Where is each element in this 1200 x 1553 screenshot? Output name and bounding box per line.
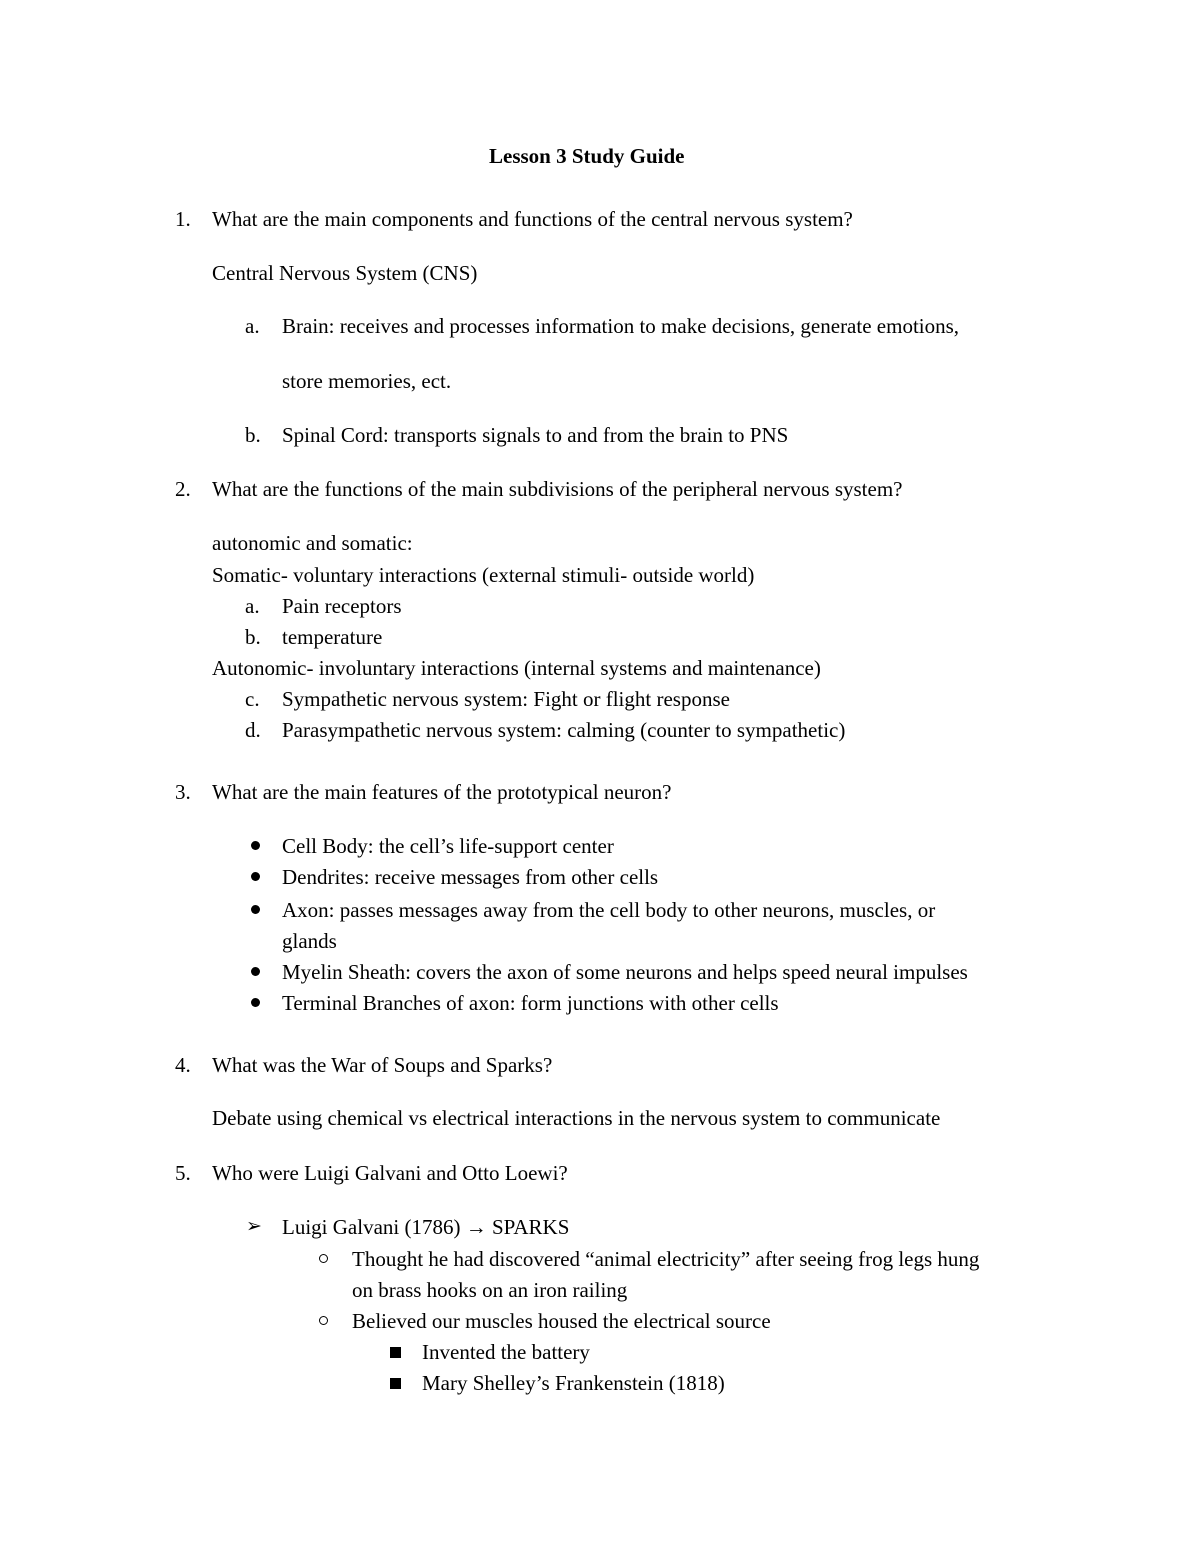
q3-bullet-cell-body: Cell Body: the cell’s life-support center [282,834,614,858]
q3-bullet-dendrites: Dendrites: receive messages from other cells [282,865,659,889]
q3-bullet-axon: Axon: passes messages away from the cell body to other neurons, muscles, or [282,898,936,922]
q1-item-b-marker: b. [245,423,261,447]
q3-bullet-terminal: Terminal Branches of axon: form junctions with other cells [282,991,779,1015]
bullet-dot [251,998,260,1007]
q1-item-a-line2: store memories, ect. [282,369,452,393]
page-title: Lesson 3 Study Guide [489,144,685,168]
q5-question: Who were Luigi Galvani and Otto Loewi? [212,1161,568,1185]
q5-subsub-battery: Invented the battery [422,1340,590,1364]
q5-galvani: Luigi Galvani (1786) → SPARKS [282,1215,570,1239]
square-bullet-icon [390,1347,401,1358]
q2-question: What are the functions of the main subdivisions of the peripheral nervous system? [212,477,903,501]
q2-somatic-a-text: Pain receptors [282,594,402,618]
q2-number: 2. [175,477,191,501]
q2-autonomic-d-marker: d. [245,718,261,742]
bullet-dot [251,872,260,881]
q1-item-a-line1: Brain: receives and processes information to make decisions, generate emotions, [282,314,960,338]
bullet-dot [251,967,260,976]
q1-number: 1. [175,207,191,231]
q1-item-a-marker: a. [245,314,260,338]
q2-somatic-b-text: temperature [282,625,383,649]
circle-bullet-icon [319,1316,328,1325]
q2-somatic-a-marker: a. [245,594,260,618]
q2-autonomic: Autonomic- involuntary interactions (internal systems and maintenance) [212,656,821,680]
q3-question: What are the main features of the prototypical neuron? [212,780,672,804]
q5-sub1-line2: on brass hooks on an iron railing [352,1278,628,1302]
q1-heading: Central Nervous System (CNS) [212,261,478,285]
q5-subsub-frankenstein: Mary Shelley’s Frankenstein (1818) [422,1371,725,1395]
circle-bullet-icon [319,1254,328,1263]
q4-answer: Debate using chemical vs electrical interactions in the nervous system to communicate [212,1106,941,1130]
q1-item-b-text: Spinal Cord: transports signals to and from the brain to PNS [282,423,789,447]
q3-bullet-axon-cont: glands [282,929,337,953]
square-bullet-icon [390,1378,401,1389]
q5-sub1-line1: Thought he had discovered “animal electricity” after seeing frog legs hung [352,1247,980,1271]
q3-bullet-myelin: Myelin Sheath: covers the axon of some neurons and helps speed neural impulses [282,960,968,984]
bullet-dot [251,905,260,914]
q5-number: 5. [175,1161,191,1185]
q2-autonomic-c-marker: c. [245,687,260,711]
q2-somatic-b-marker: b. [245,625,261,649]
q2-autonomic-c-text: Sympathetic nervous system: Fight or flight response [282,687,730,711]
q2-autonomic-d-text: Parasympathetic nervous system: calming (counter to sympathetic) [282,718,846,742]
q4-number: 4. [175,1053,191,1077]
q2-intro: autonomic and somatic: [212,531,413,555]
q5-sub2: Believed our muscles housed the electrical source [352,1309,771,1333]
q3-number: 3. [175,780,191,804]
q4-question: What was the War of Soups and Sparks? [212,1053,553,1077]
q1-question: What are the main components and functions of the central nervous system? [212,207,853,231]
arrowhead-bullet-icon: ➢ [246,1215,262,1237]
q2-somatic: Somatic- voluntary interactions (external stimuli- outside world) [212,563,755,587]
bullet-dot [251,841,260,850]
